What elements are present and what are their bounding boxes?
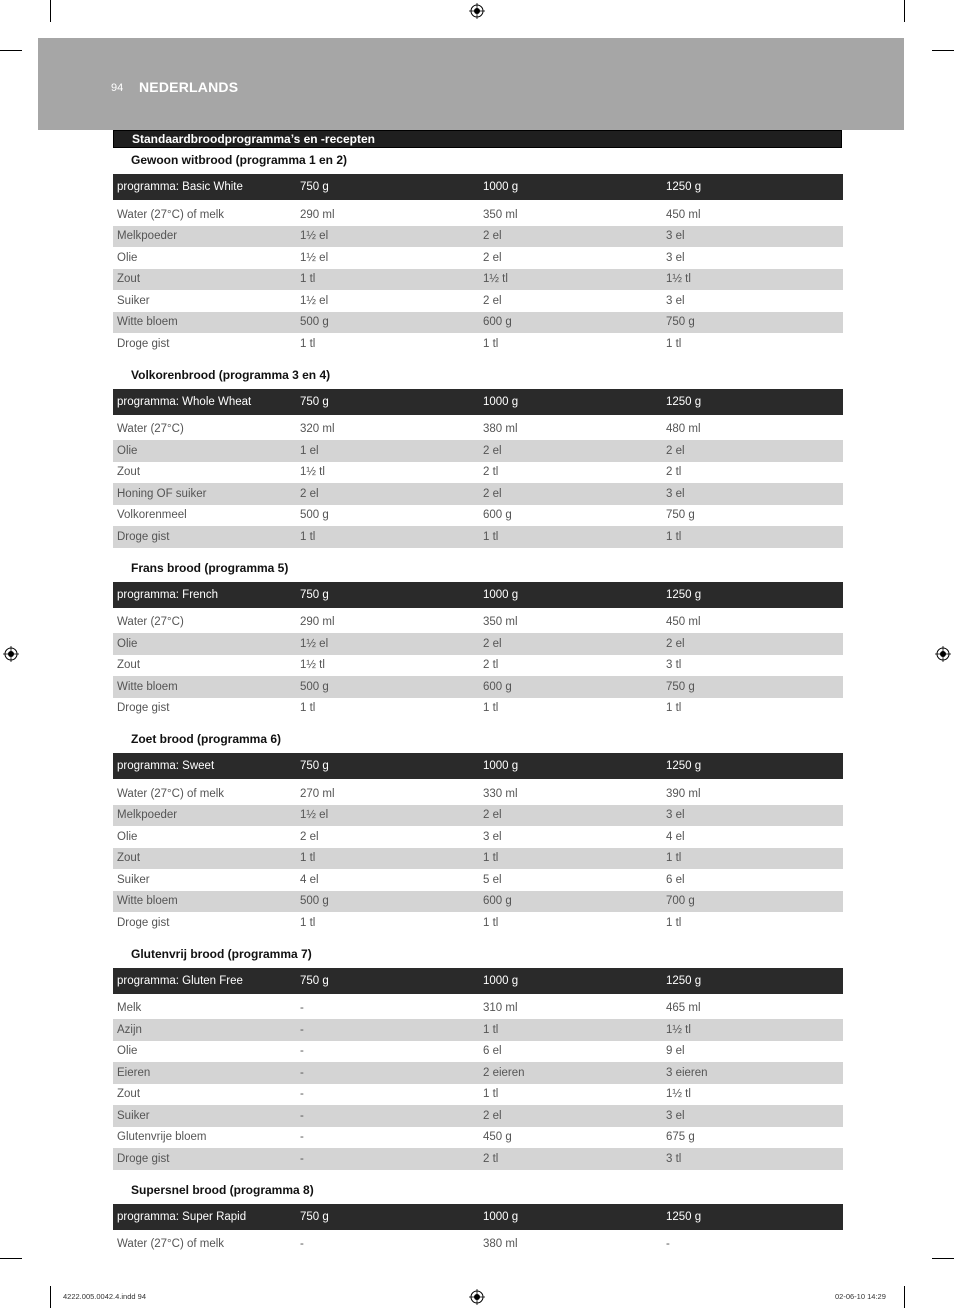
quantity-cell: 3 tl	[662, 1148, 843, 1170]
quantity-cell: 500 g	[296, 891, 479, 913]
quantity-cell: 380 ml	[483, 1238, 518, 1251]
quantity-cell: 1½ tl	[479, 269, 662, 291]
ingredient-cell: Witte bloem	[113, 676, 296, 698]
quantity-cell: 1 tl	[296, 526, 479, 548]
ingredient-cell: Zout	[113, 269, 296, 291]
ingredient-cell: Volkorenmeel	[117, 509, 187, 522]
quantity-cell: 465 ml	[666, 1002, 701, 1015]
recipe-list	[113, 149, 843, 1264]
recipe-table	[113, 753, 843, 934]
registration-mark-icon	[469, 1289, 485, 1305]
quantity-cell: 350 ml	[483, 208, 518, 221]
table-header-row	[113, 174, 843, 202]
table-row	[113, 526, 843, 548]
quantity-cell: 1½ tl	[662, 1019, 843, 1041]
table-row	[113, 417, 843, 441]
quantity-cell: -	[300, 1088, 304, 1101]
ingredient-cell: Honing OF suiker	[113, 483, 296, 505]
table-row	[113, 333, 843, 355]
crop-mark	[0, 1258, 22, 1259]
quantity-cell: 450 ml	[666, 208, 701, 221]
loaf-size-header: 1000 g	[479, 389, 662, 417]
quantity-cell: 1 tl	[662, 526, 843, 548]
quantity-cell: -	[296, 1062, 479, 1084]
ingredient-cell: Droge gist	[117, 337, 170, 350]
quantity-cell: 750 g	[662, 676, 843, 698]
table-row	[113, 462, 843, 484]
quantity-cell: 1 tl	[300, 916, 316, 929]
table-row	[113, 1127, 843, 1149]
ingredient-cell: Azijn	[113, 1019, 296, 1041]
quantity-cell: 500 g	[296, 676, 479, 698]
quantity-cell: 2 el	[483, 251, 502, 264]
table-row	[113, 505, 843, 527]
quantity-cell: -	[296, 1019, 479, 1041]
crop-mark	[932, 50, 954, 51]
table-row	[113, 247, 843, 269]
ingredient-cell: Zout	[117, 466, 141, 479]
quantity-cell: -	[300, 1238, 304, 1251]
crop-mark	[50, 0, 51, 22]
quantity-cell: 450 ml	[666, 616, 701, 629]
quantity-cell: 1 tl	[662, 848, 843, 870]
quantity-cell: 2 el	[662, 440, 843, 462]
ingredient-cell: Water (27°C)	[117, 423, 184, 436]
quantity-cell: 3 tl	[666, 659, 682, 672]
quantity-cell: 1½ tl	[300, 466, 325, 479]
recipe-table	[113, 1204, 843, 1256]
table-header-row	[113, 1204, 843, 1232]
loaf-size-header: 750 g	[296, 968, 479, 996]
quantity-cell: 3 el	[662, 1105, 843, 1127]
quantity-cell: 600 g	[483, 509, 512, 522]
quantity-cell: 1½ tl	[666, 1088, 691, 1101]
quantity-cell: 310 ml	[483, 1002, 518, 1015]
ingredient-cell: Zout	[117, 1088, 141, 1101]
program-name-header: programma: Basic White	[113, 174, 296, 202]
quantity-cell: 750 g	[666, 509, 695, 522]
quantity-cell: 1½ el	[300, 294, 329, 307]
loaf-size-header: 750 g	[296, 1204, 479, 1232]
quantity-cell: 1 tl	[296, 848, 479, 870]
ingredient-cell: Suiker	[117, 294, 150, 307]
loaf-size-header: 1000 g	[479, 174, 662, 202]
ingredient-cell: Witte bloem	[113, 312, 296, 334]
quantity-cell: 1½ el	[300, 251, 329, 264]
loaf-size-header: 750 g	[296, 582, 479, 610]
quantity-cell: 5 el	[483, 873, 502, 886]
quantity-cell: 9 el	[666, 1045, 685, 1058]
section-title: Standaardbroodprogramma’s en -recepten	[132, 132, 375, 146]
table-row	[113, 202, 843, 226]
recipe-title: Gewoon witbrood (programma 1 en 2)	[131, 153, 348, 167]
quantity-cell: 750 g	[662, 312, 843, 334]
table-row	[113, 1041, 843, 1063]
ingredient-cell: Suiker	[117, 873, 150, 886]
table-row	[113, 1084, 843, 1106]
table-row	[113, 848, 843, 870]
ingredient-cell: Droge gist	[117, 916, 170, 929]
quantity-cell: 350 ml	[483, 616, 518, 629]
quantity-cell: 1½ el	[296, 226, 479, 248]
quantity-cell: 1 el	[296, 440, 479, 462]
quantity-cell: -	[296, 1105, 479, 1127]
ingredient-cell: Melkpoeder	[113, 226, 296, 248]
quantity-cell: 3 el	[483, 830, 502, 843]
ingredient-cell: Water (27°C)	[117, 616, 184, 629]
quantity-cell: 2 el	[479, 1105, 662, 1127]
table-row	[113, 483, 843, 505]
quantity-cell: 270 ml	[300, 787, 335, 800]
crop-mark	[932, 1258, 954, 1259]
loaf-size-header: 750 g	[296, 389, 479, 417]
table-row	[113, 312, 843, 334]
quantity-cell: -	[300, 1002, 304, 1015]
quantity-cell: 6 el	[666, 873, 685, 886]
ingredient-cell: Droge gist	[113, 526, 296, 548]
ingredient-cell: Droge gist	[113, 1148, 296, 1170]
quantity-cell: 1 tl	[300, 702, 316, 715]
ingredient-cell: Olie	[117, 1045, 138, 1058]
quantity-cell: 1½ el	[296, 633, 479, 655]
page-number: 94	[111, 82, 124, 94]
table-row	[113, 1062, 843, 1084]
quantity-cell: 1 tl	[666, 702, 682, 715]
recipe-section	[113, 364, 843, 548]
quantity-cell: 2 el	[300, 830, 319, 843]
table-row	[113, 805, 843, 827]
loaf-size-header: 1000 g	[479, 968, 662, 996]
ingredient-cell: Olie	[113, 633, 296, 655]
recipe-title: Supersnel brood (programma 8)	[131, 1182, 314, 1197]
quantity-cell: 2 tl	[483, 659, 499, 672]
quantity-cell: 2 el	[296, 483, 479, 505]
quantity-cell: 500 g	[300, 509, 329, 522]
quantity-cell: -	[300, 1045, 304, 1058]
loaf-size-header: 750 g	[296, 753, 479, 781]
recipe-section	[113, 943, 843, 1170]
program-name-header: programma: Super Rapid	[113, 1204, 296, 1232]
quantity-cell: 390 ml	[666, 787, 701, 800]
quantity-cell: 290 ml	[300, 616, 335, 629]
quantity-cell: 330 ml	[483, 787, 518, 800]
quantity-cell: 4 el	[300, 873, 319, 886]
recipe-section	[113, 149, 843, 355]
quantity-cell: -	[300, 1131, 304, 1144]
quantity-cell: 1 tl	[296, 269, 479, 291]
loaf-size-header: 1000 g	[479, 753, 662, 781]
ingredient-cell: Glutenvrije bloem	[117, 1131, 207, 1144]
recipe-title: Zoet brood (programma 6)	[131, 732, 282, 746]
quantity-cell: 600 g	[479, 676, 662, 698]
program-name-header: programma: French	[113, 582, 296, 610]
quantity-cell: 3 eieren	[662, 1062, 843, 1084]
table-header-row	[113, 753, 843, 781]
table-row	[113, 633, 843, 655]
quantity-cell: 1 tl	[300, 337, 316, 350]
quantity-cell: 1 tl	[483, 1088, 499, 1101]
program-name-header: programma: Sweet	[113, 753, 296, 781]
ingredient-cell: Olie	[113, 440, 296, 462]
recipe-section	[113, 1179, 843, 1256]
registration-mark-icon	[935, 646, 951, 662]
footer-file-info: 4222.005.0042.4.indd 94	[63, 1292, 146, 1301]
loaf-size-header: 1250 g	[662, 753, 843, 781]
table-header-row	[113, 389, 843, 417]
registration-mark-icon	[469, 3, 485, 19]
quantity-cell: 1 tl	[483, 916, 499, 929]
ingredient-cell: Eieren	[113, 1062, 296, 1084]
table-row	[113, 996, 843, 1020]
registration-mark-icon	[3, 646, 19, 662]
ingredient-cell: Witte bloem	[113, 891, 296, 913]
table-row	[113, 869, 843, 891]
quantity-cell: 290 ml	[300, 208, 335, 221]
table-row	[113, 269, 843, 291]
quantity-cell: 1½ tl	[662, 269, 843, 291]
crop-mark	[50, 1286, 51, 1308]
recipe-table	[113, 582, 843, 720]
quantity-cell: 600 g	[479, 312, 662, 334]
table-row	[113, 676, 843, 698]
quantity-cell: 2 el	[479, 483, 662, 505]
quantity-cell: 320 ml	[300, 423, 335, 436]
quantity-cell: 1½ el	[296, 805, 479, 827]
ingredient-cell: Water (27°C) of melk	[117, 1238, 225, 1251]
ingredient-cell: Zout	[113, 848, 296, 870]
recipe-title: Glutenvrij brood (programma 7)	[131, 946, 312, 961]
loaf-size-header: 1000 g	[479, 582, 662, 610]
table-row	[113, 655, 843, 677]
footer-date: 02-06-10 14:29	[835, 1292, 886, 1301]
recipe-section	[113, 557, 843, 720]
table-row	[113, 1019, 843, 1041]
quantity-cell: 2 eieren	[479, 1062, 662, 1084]
quantity-cell: 3 el	[666, 294, 685, 307]
quantity-cell: 2 el	[483, 294, 502, 307]
loaf-size-header: 1000 g	[479, 1204, 662, 1232]
table-row	[113, 440, 843, 462]
quantity-cell: 1 tl	[483, 702, 499, 715]
quantity-cell: 2 tl	[479, 1148, 662, 1170]
loaf-size-header: 750 g	[296, 174, 479, 202]
ingredient-cell: Olie	[117, 251, 138, 264]
quantity-cell: 480 ml	[666, 423, 701, 436]
quantity-cell: 700 g	[662, 891, 843, 913]
ingredient-cell: Melk	[117, 1002, 142, 1015]
table-row	[113, 290, 843, 312]
quantity-cell: 1 tl	[666, 916, 682, 929]
recipe-table	[113, 968, 843, 1170]
quantity-cell: -	[296, 1148, 479, 1170]
language-title: NEDERLANDS	[139, 79, 239, 95]
recipe-table	[113, 389, 843, 548]
quantity-cell: 2 el	[662, 633, 843, 655]
recipe-title: Frans brood (programma 5)	[131, 560, 289, 575]
recipe-section	[113, 728, 843, 934]
quantity-cell: 1 tl	[666, 337, 682, 350]
crop-mark	[904, 1286, 905, 1308]
table-row	[113, 826, 843, 848]
quantity-cell: 1 tl	[479, 1019, 662, 1041]
quantity-cell: 380 ml	[483, 423, 518, 436]
recipe-title: Volkorenbrood (programma 3 en 4)	[131, 367, 331, 382]
quantity-cell: 1 tl	[479, 526, 662, 548]
quantity-cell: 2 el	[479, 805, 662, 827]
quantity-cell: 4 el	[666, 830, 685, 843]
quantity-cell: 2 tl	[666, 466, 682, 479]
ingredient-cell: Zout	[117, 659, 141, 672]
quantity-cell: 1 tl	[483, 337, 499, 350]
table-row	[113, 1232, 843, 1256]
quantity-cell: 500 g	[296, 312, 479, 334]
quantity-cell: 1 tl	[479, 848, 662, 870]
crop-mark	[0, 50, 22, 51]
loaf-size-header: 1250 g	[662, 174, 843, 202]
quantity-cell: 3 el	[662, 226, 843, 248]
ingredient-cell: Olie	[117, 830, 138, 843]
table-row	[113, 891, 843, 913]
loaf-size-header: 1250 g	[662, 1204, 843, 1232]
quantity-cell: -	[666, 1238, 670, 1251]
crop-mark	[904, 0, 905, 22]
quantity-cell: 2 el	[479, 226, 662, 248]
table-row	[113, 1148, 843, 1170]
table-row	[113, 781, 843, 805]
table-header-row	[113, 582, 843, 610]
quantity-cell: 2 el	[479, 633, 662, 655]
table-row	[113, 226, 843, 248]
table-header-row	[113, 968, 843, 996]
quantity-cell: 3 el	[666, 251, 685, 264]
quantity-cell: 675 g	[666, 1131, 695, 1144]
loaf-size-header: 1250 g	[662, 968, 843, 996]
quantity-cell: 600 g	[479, 891, 662, 913]
table-row	[113, 912, 843, 934]
ingredient-cell: Water (27°C) of melk	[117, 787, 225, 800]
section-title-bar	[113, 130, 842, 148]
quantity-cell: 3 el	[662, 483, 843, 505]
recipe-table	[113, 174, 843, 355]
quantity-cell: 6 el	[483, 1045, 502, 1058]
program-name-header: programma: Gluten Free	[113, 968, 296, 996]
quantity-cell: 450 g	[483, 1131, 512, 1144]
table-row	[113, 698, 843, 720]
table-row	[113, 610, 843, 634]
quantity-cell: 3 el	[662, 805, 843, 827]
loaf-size-header: 1250 g	[662, 389, 843, 417]
ingredient-cell: Water (27°C) of melk	[117, 208, 225, 221]
loaf-size-header: 1250 g	[662, 582, 843, 610]
quantity-cell: 2 tl	[483, 466, 499, 479]
ingredient-cell: Suiker	[113, 1105, 296, 1127]
ingredient-cell: Melkpoeder	[113, 805, 296, 827]
quantity-cell: 2 el	[479, 440, 662, 462]
ingredient-cell: Droge gist	[117, 702, 170, 715]
quantity-cell: 1½ tl	[300, 659, 325, 672]
program-name-header: programma: Whole Wheat	[113, 389, 296, 417]
table-row	[113, 1105, 843, 1127]
